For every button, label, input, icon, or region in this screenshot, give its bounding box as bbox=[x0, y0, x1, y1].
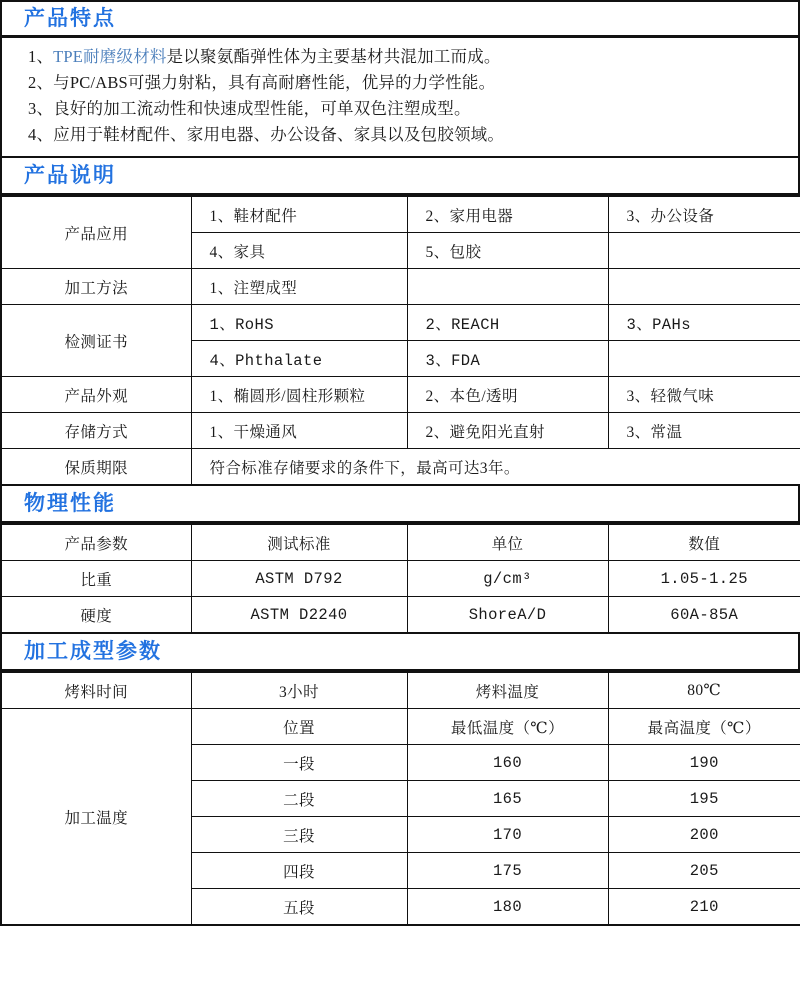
cell-drying-time-value: 3小时 bbox=[191, 673, 407, 709]
cell-value: 1.05-1.25 bbox=[608, 561, 800, 597]
row-label-certificates: 检测证书 bbox=[1, 305, 191, 377]
cell-standard: ASTM D2240 bbox=[191, 597, 407, 634]
feature-index: 3、 bbox=[28, 99, 54, 118]
table-row bbox=[1, 377, 800, 413]
cell-cert-1: 1、RoHS bbox=[191, 305, 407, 341]
section-header-physical bbox=[0, 486, 800, 524]
cell-process-1: 1、注塑成型 bbox=[191, 269, 407, 305]
cell-application-3: 3、办公设备 bbox=[608, 197, 800, 233]
cell-min-temperature: 160 bbox=[407, 745, 608, 781]
cell-drying-temperature-value: 80℃ bbox=[608, 673, 800, 709]
cell-process-blank-1 bbox=[407, 269, 608, 305]
feature-text: 良好的加工流动性和快速成型性能，可单双色注塑成型。 bbox=[53, 99, 471, 118]
table-row bbox=[1, 673, 800, 709]
cell-max-temperature: 210 bbox=[608, 889, 800, 926]
col-header-value: 数值 bbox=[608, 525, 800, 561]
cell-cert-6 bbox=[608, 341, 800, 377]
table-row bbox=[1, 197, 800, 233]
col-header-parameter: 产品参数 bbox=[1, 525, 191, 561]
feature-item bbox=[2, 70, 798, 96]
cell-max-temperature: 195 bbox=[608, 781, 800, 817]
cell-min-temperature: 165 bbox=[407, 781, 608, 817]
cell-zone: 四段 bbox=[191, 853, 407, 889]
col-header-max-temperature: 最高温度（℃） bbox=[608, 709, 800, 745]
cell-appearance-2: 2、本色/透明 bbox=[407, 377, 608, 413]
section-header-description bbox=[0, 158, 800, 196]
cell-unit: g/cm³ bbox=[407, 561, 608, 597]
table-row bbox=[1, 305, 800, 341]
feature-item bbox=[2, 96, 798, 122]
cell-max-temperature: 200 bbox=[608, 817, 800, 853]
section-title-processing: 加工成型参数 bbox=[24, 639, 162, 663]
cell-appearance-3: 3、轻微气味 bbox=[608, 377, 800, 413]
cell-max-temperature: 190 bbox=[608, 745, 800, 781]
cell-application-1: 1、鞋材配件 bbox=[191, 197, 407, 233]
cell-value: 60A-85A bbox=[608, 597, 800, 634]
table-row bbox=[1, 269, 800, 305]
cell-min-temperature: 180 bbox=[407, 889, 608, 926]
feature-text: 是以聚氨酯弹性体为主要基材共混加工而成。 bbox=[166, 47, 501, 66]
col-header-unit: 单位 bbox=[407, 525, 608, 561]
cell-zone: 五段 bbox=[191, 889, 407, 926]
cell-process-blank-2 bbox=[608, 269, 800, 305]
section-title-physical: 物理性能 bbox=[24, 491, 116, 515]
row-label-process: 加工方法 bbox=[1, 269, 191, 305]
row-label-drying-time: 烤料时间 bbox=[1, 673, 191, 709]
cell-cert-4: 4、Phthalate bbox=[191, 341, 407, 377]
cell-standard: ASTM D792 bbox=[191, 561, 407, 597]
cell-application-4: 4、家具 bbox=[191, 233, 407, 269]
description-table bbox=[0, 196, 800, 486]
cell-parameter: 硬度 bbox=[1, 597, 191, 634]
cell-application-5: 5、包胶 bbox=[407, 233, 608, 269]
col-header-min-temperature: 最低温度（℃） bbox=[407, 709, 608, 745]
cell-appearance-1: 1、椭圆形/圆柱形颗粒 bbox=[191, 377, 407, 413]
table-row bbox=[1, 561, 800, 597]
processing-parameters-table bbox=[0, 672, 800, 926]
cell-zone: 一段 bbox=[191, 745, 407, 781]
cell-min-temperature: 170 bbox=[407, 817, 608, 853]
feature-index: 1、 bbox=[28, 47, 54, 66]
feature-highlight: TPE耐磨级材料 bbox=[53, 47, 167, 66]
feature-item bbox=[2, 44, 798, 70]
col-header-standard: 测试标准 bbox=[191, 525, 407, 561]
row-label-shelf-life: 保质期限 bbox=[1, 449, 191, 486]
table-row bbox=[1, 449, 800, 486]
feature-index: 4、 bbox=[28, 125, 54, 144]
cell-zone: 三段 bbox=[191, 817, 407, 853]
section-header-features bbox=[0, 0, 800, 38]
feature-text: 与PC/ABS可强力射粘，具有高耐磨性能，优异的力学性能。 bbox=[53, 73, 496, 92]
row-label-storage: 存储方式 bbox=[1, 413, 191, 449]
col-header-zone: 位置 bbox=[191, 709, 407, 745]
table-row bbox=[1, 413, 800, 449]
cell-min-temperature: 175 bbox=[407, 853, 608, 889]
row-label-processing-temperature: 加工温度 bbox=[1, 709, 191, 926]
physical-properties-table bbox=[0, 524, 800, 634]
section-header-processing bbox=[0, 634, 800, 672]
table-header-row bbox=[1, 525, 800, 561]
cell-zone: 二段 bbox=[191, 781, 407, 817]
table-row bbox=[1, 597, 800, 634]
cell-max-temperature: 205 bbox=[608, 853, 800, 889]
feature-index: 2、 bbox=[28, 73, 54, 92]
feature-text: 应用于鞋材配件、家用电器、办公设备、家具以及包胶领域。 bbox=[53, 125, 505, 144]
table-header-row bbox=[1, 709, 800, 745]
row-label-appearance: 产品外观 bbox=[1, 377, 191, 413]
cell-unit: ShoreA/D bbox=[407, 597, 608, 634]
row-label-drying-temperature: 烤料温度 bbox=[407, 673, 608, 709]
cell-parameter: 比重 bbox=[1, 561, 191, 597]
section-title-features: 产品特点 bbox=[24, 6, 116, 30]
cell-storage-2: 2、避免阳光直射 bbox=[407, 413, 608, 449]
cell-application-6 bbox=[608, 233, 800, 269]
cell-storage-3: 3、常温 bbox=[608, 413, 800, 449]
feature-item bbox=[2, 122, 798, 148]
cell-cert-2: 2、REACH bbox=[407, 305, 608, 341]
section-title-description: 产品说明 bbox=[24, 163, 116, 187]
row-label-application: 产品应用 bbox=[1, 197, 191, 269]
cell-shelf-life-value: 符合标准存储要求的条件下，最高可达3年。 bbox=[191, 449, 800, 486]
cell-cert-5: 3、FDA bbox=[407, 341, 608, 377]
features-list bbox=[0, 38, 800, 158]
cell-storage-1: 1、干燥通风 bbox=[191, 413, 407, 449]
cell-cert-3: 3、PAHs bbox=[608, 305, 800, 341]
cell-application-2: 2、家用电器 bbox=[407, 197, 608, 233]
